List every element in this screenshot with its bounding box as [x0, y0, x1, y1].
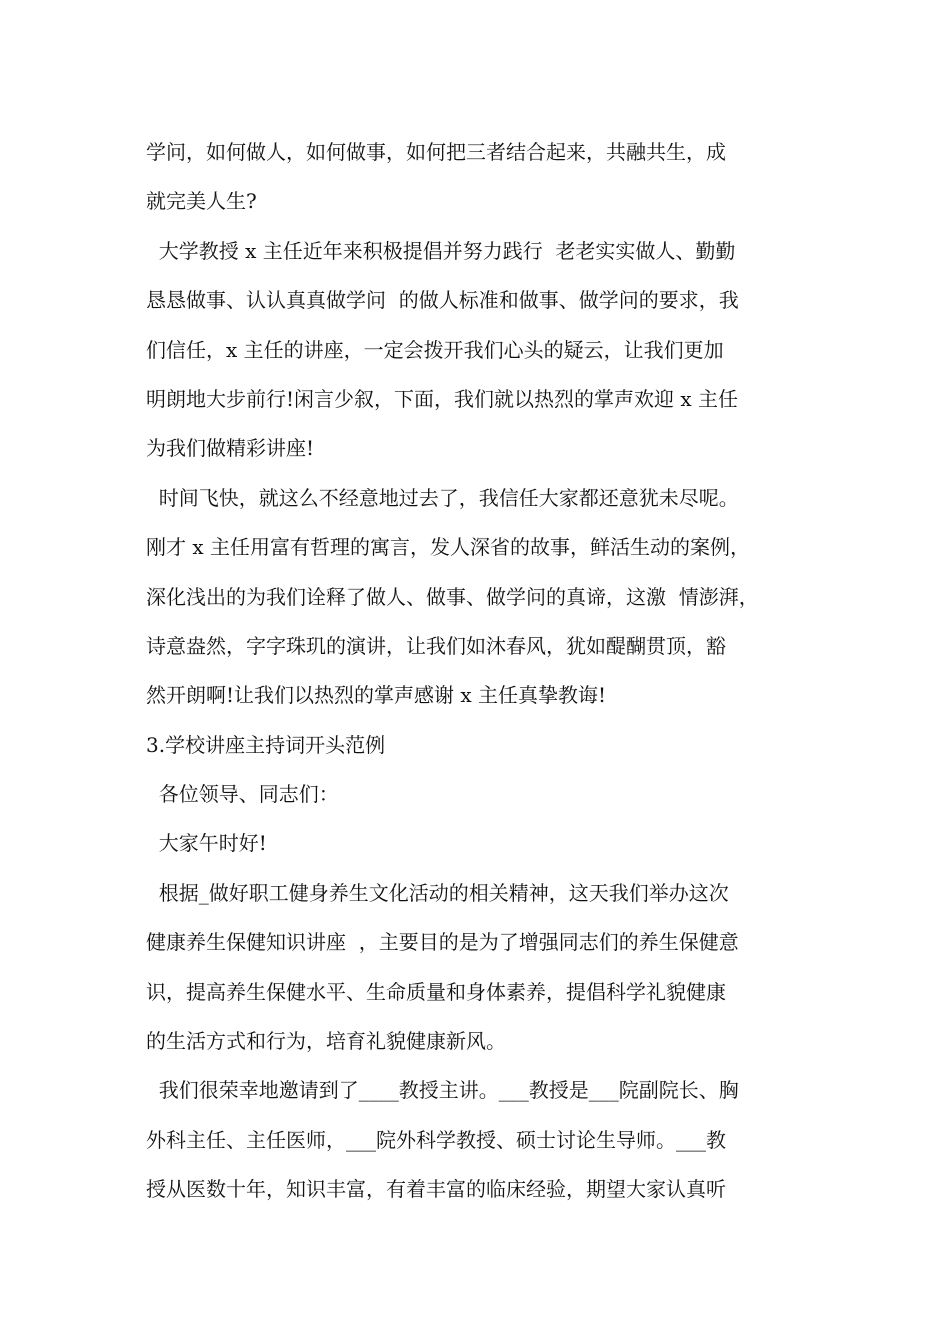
text-line: 时间飞快，就这么不经意地过去了，我信任大家都还意犹未尽呢。: [146, 485, 739, 510]
text-line: 明朗地大步前行!闲言少叙，下面，我们就以热烈的掌声欢迎 x 主任: [146, 386, 739, 411]
document-body: [146, 128, 826, 1215]
text-line: 我们很荣幸地邀请到了____教授主讲。___教授是___院副院长、胸: [146, 1078, 739, 1103]
text-line: 授从医数十年，知识丰富，有着丰富的临床经验，期望大家认真听: [146, 1177, 726, 1202]
text-line: 诗意盎然，字字珠玑的演讲，让我们如沐春风，犹如醍醐贯顶，豁: [146, 633, 726, 658]
text-line: 学问，如何做人，如何做事，如何把三者结合起来，共融共生，成: [146, 140, 726, 164]
text-line: 的生活方式和行为，培育礼貌健康新风。: [146, 1029, 506, 1054]
text-line: 健康养生保健知识讲座 ，主要目的是为了增强同志们的养生保健意: [146, 930, 739, 955]
text-line: 们信任，x 主任的讲座，一定会拨开我们心头的疑云，让我们更加: [146, 337, 724, 362]
text-line: 恳恳做事、认认真真做学问 的做人标准和做事、做学问的要求，我: [146, 288, 739, 313]
text-line: 识，提高养生保健水平、生命质量和身体素养，提倡科学礼貌健康: [146, 979, 726, 1004]
text-line: 然开朗啊!让我们以热烈的掌声感谢 x 主任真挚教诲!: [146, 683, 607, 708]
text-line: 根据_做好职工健身养生文化活动的相关精神，这天我们举办这次: [146, 880, 729, 905]
text-line: 大家午时好!: [146, 831, 267, 856]
text-line: 就完美人生?: [146, 189, 257, 214]
text-line: 大学教授 x 主任近年来积极提倡并努力践行 老老实实做人、勤勤: [146, 238, 736, 263]
text-line: 刚才 x 主任用富有哲理的寓言，发人深省的故事，鲜活生动的案例，: [146, 535, 750, 560]
text-line: 各位领导、同志们：: [146, 782, 339, 807]
text-line: 深化浅出的为我们诠释了做人、做事、做学问的真谛，这激 情澎湃，: [146, 584, 759, 609]
text-line: 外科主任、主任医师，___院外科学教授、硕士讨论生导师。___教: [146, 1127, 726, 1152]
text-line: 为我们做精彩讲座!: [146, 436, 315, 461]
section-heading: 3.学校讲座主持词开头范例: [146, 732, 386, 757]
